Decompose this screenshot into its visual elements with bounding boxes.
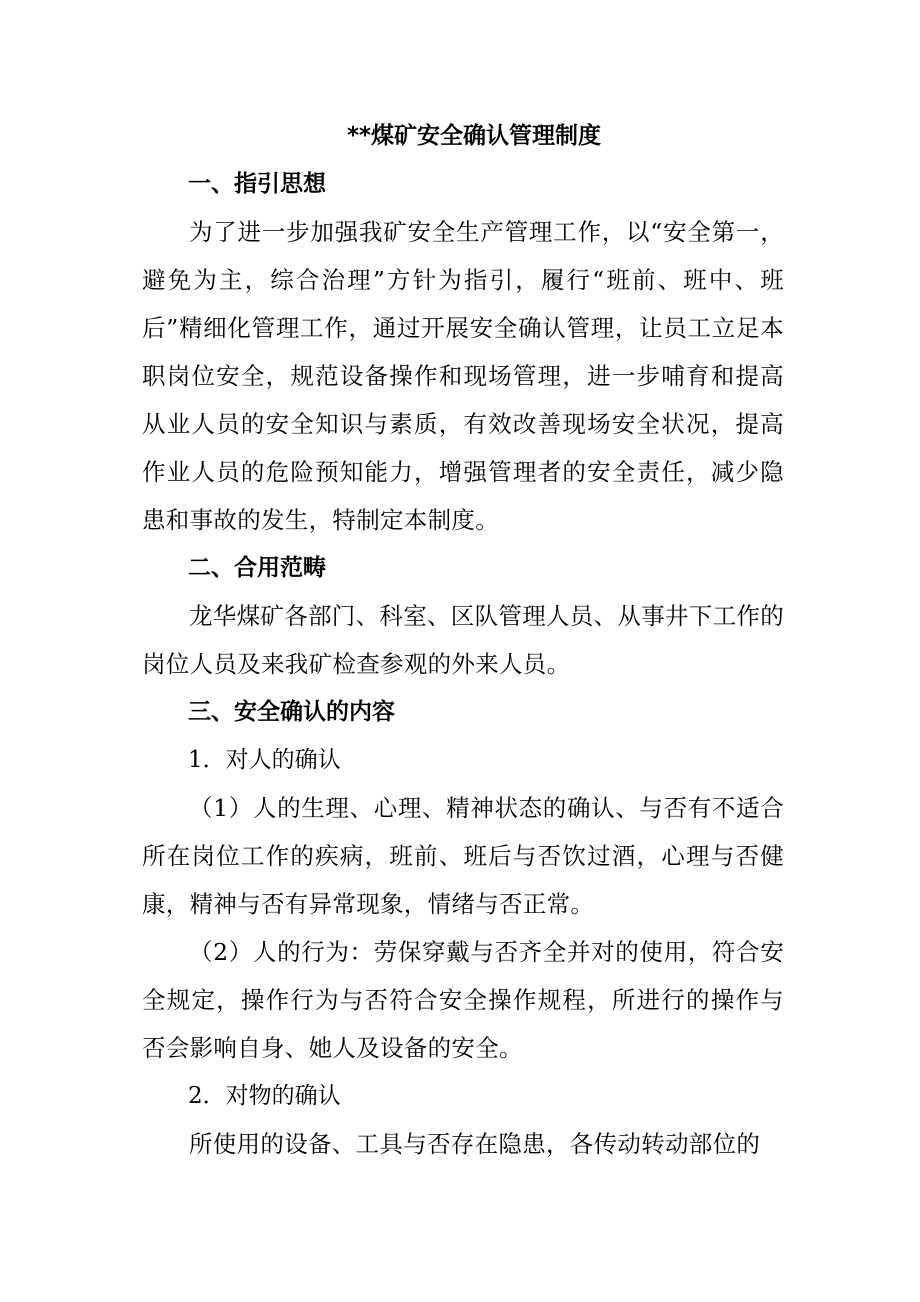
section-heading-guiding-thought: 一、指引思想 <box>188 171 326 197</box>
item-paragraph-physiological-state: （1）人的生理、心理、精神状态的确认、与否有不适合所在岗位工作的疾病，班前、班后与否饮过酒，心理与否健康，精神与否有异常现象，情绪与否正常。 <box>142 794 784 918</box>
section-heading-confirmation-content: 三、安全确认的内容 <box>188 699 395 725</box>
section-paragraph-scope: 龙华煤矿各部门、科室、区队管理人员、从事井下工作的岗位人员及来我矿检查参观的外来人员。 <box>142 602 784 678</box>
document-body <box>142 112 784 1168</box>
section-heading-scope: 二、合用范畴 <box>188 555 326 581</box>
item-title-object-confirmation: 2．对物的确认 <box>188 1083 341 1109</box>
item-title-person-confirmation: 1．对人的确认 <box>188 747 341 773</box>
section-paragraph-guiding-thought: 为了进一步加强我矿安全生产管理工作，以“安全第一，避免为主，综合治理”方针为指引，履行“班前、班中、班后”精细化管理工作，通过开展安全确认管理，让员工立足本职岗位安全，规范设备操作和现场管理，进一步哺育和提高从业人员的安全知识与素质，有效改善现场安全状况，提高作业人员的危险预知能力，增强管理者的安全责任，减少隐患和事故的发生，特制定本制度。 <box>142 218 784 534</box>
item-paragraph-equipment: 所使用的设备、工具与否存在隐患，各传动转动部位的 <box>189 1130 761 1158</box>
item-paragraph-behavior: （2）人的行为：劳保穿戴与否齐全并对的使用，符合安全规定，操作行为与否符合安全操作规程，所进行的操作与否会影响自身、她人及设备的安全。 <box>142 938 784 1062</box>
document-title: **煤矿安全确认管理制度 <box>346 123 602 149</box>
